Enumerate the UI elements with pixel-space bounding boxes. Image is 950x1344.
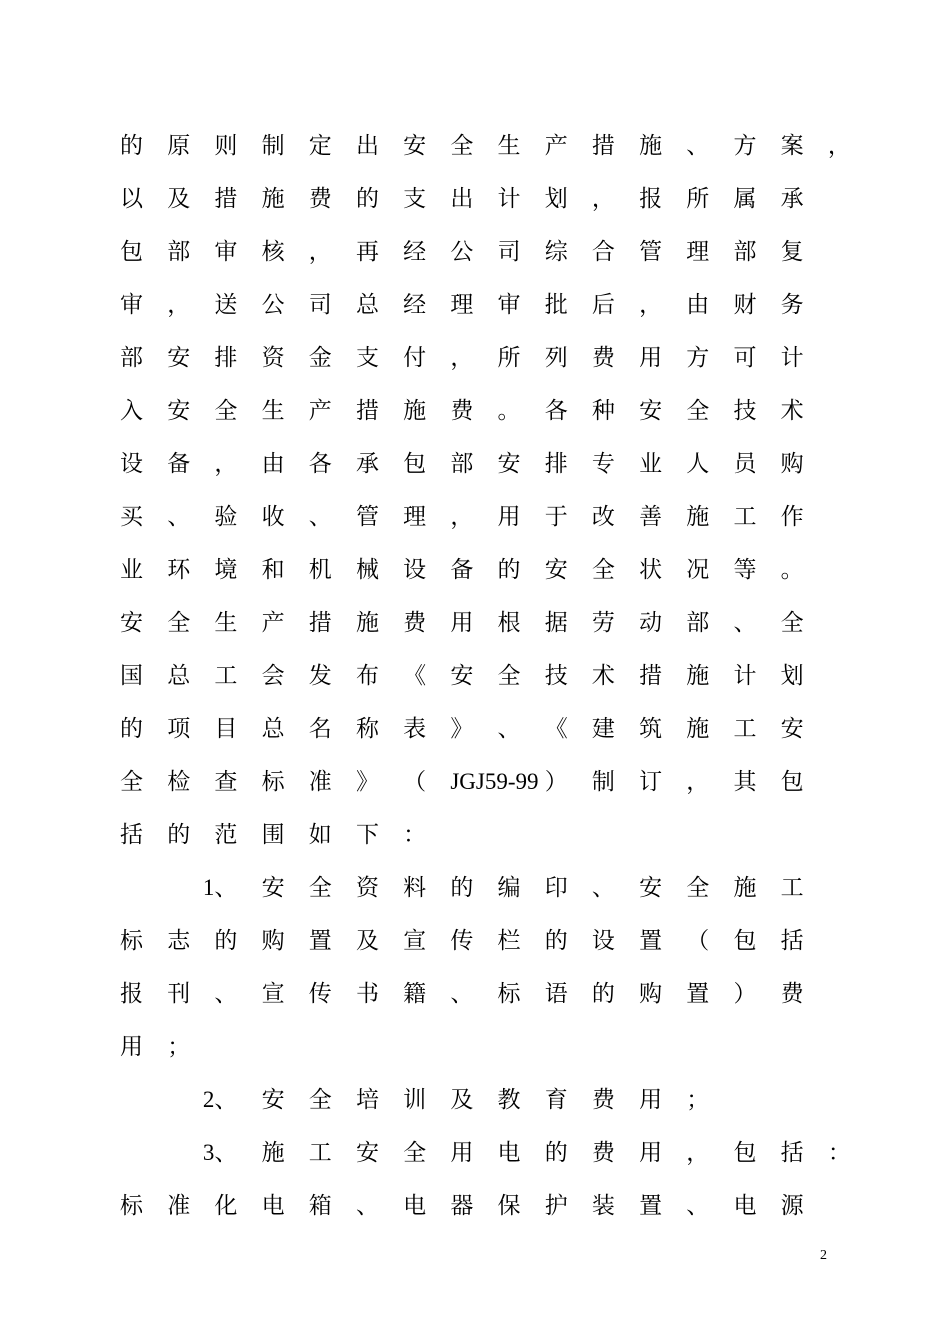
- text-line: 1、 安 全 资 料 的 编 印 、 安 全 施 工: [202, 875, 804, 901]
- text-line: 以 及 措 施 费 的 支 出 计 划 ， 报 所 属 承: [120, 186, 804, 212]
- text-line: 括 的 范 围 如 下 ：: [120, 822, 427, 848]
- text-line: 买 、 验 收 、 管 理 ， 用 于 改 善 施 工 作: [120, 504, 804, 530]
- text-line: 标 准 化 电 箱 、 电 器 保 护 装 置 、 电 源: [120, 1193, 804, 1219]
- text-line: 用 ；: [120, 1034, 191, 1060]
- page-number: 2: [820, 1248, 827, 1263]
- text-line: 部 安 排 资 金 支 付 ， 所 列 费 用 方 可 计: [120, 345, 804, 371]
- text-line: 包 部 审 核 ， 再 经 公 司 综 合 管 理 部 复: [120, 239, 804, 265]
- text-line: 设 备 ， 由 各 承 包 部 安 排 专 业 人 员 购: [120, 451, 804, 477]
- text-line: 全 检 查 标 准 》 （ JGJ59-99 ） 制 订 ， 其 包: [120, 769, 804, 795]
- text-line: 入 安 全 生 产 措 施 费 。 各 种 安 全 技 术: [120, 398, 804, 424]
- text-line: 审 ， 送 公 司 总 经 理 审 批 后 ， 由 财 务: [120, 292, 804, 318]
- text-line: 3、 施 工 安 全 用 电 的 费 用 ， 包 括 ：: [202, 1140, 851, 1166]
- text-line: 业 环 境 和 机 械 设 备 的 安 全 状 况 等 。: [120, 557, 804, 583]
- text-line: 标 志 的 购 置 及 宣 传 栏 的 设 置 （ 包 括: [120, 928, 804, 954]
- text-line: 2、 安 全 培 训 及 教 育 费 用 ；: [202, 1087, 710, 1113]
- text-line: 的 项 目 总 名 称 表 》 、 《 建 筑 施 工 安: [120, 716, 804, 742]
- text-line: 国 总 工 会 发 布 《 安 全 技 术 措 施 计 划: [120, 663, 804, 689]
- text-line: 安 全 生 产 措 施 费 用 根 据 劳 动 部 、 全: [120, 610, 804, 636]
- text-line: 的 原 则 制 定 出 安 全 生 产 措 施 、 方 案 ，: [120, 133, 851, 159]
- text-line: 报 刊 、 宣 传 书 籍 、 标 语 的 购 置 ） 费: [120, 981, 804, 1007]
